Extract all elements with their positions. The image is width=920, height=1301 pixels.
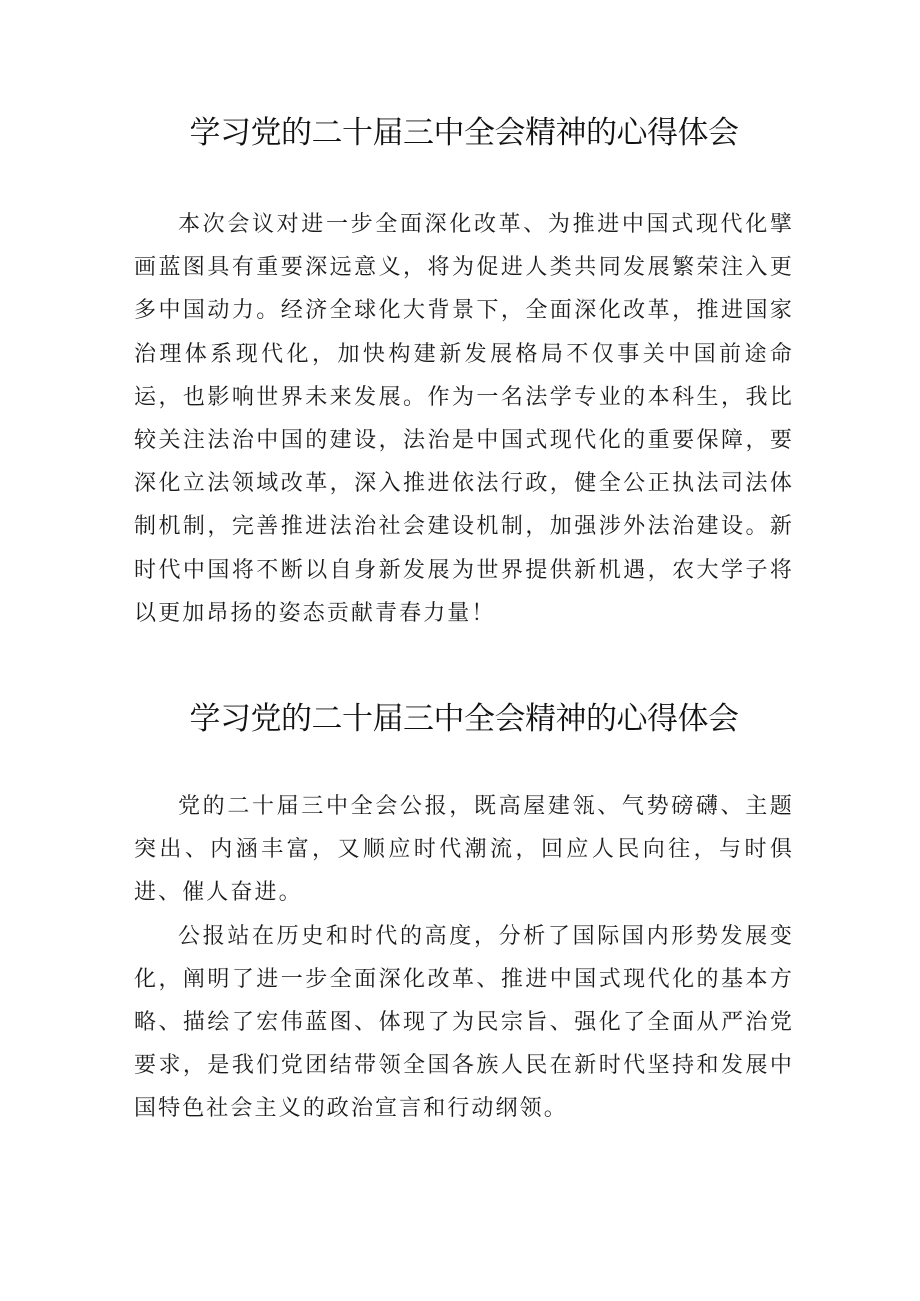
section-paragraph: 公报站在历史和时代的高度，分析了国际国内形势发展变化，阐明了进一步全面深化改革、推进中国式现代化的基本方略、描绘了宏伟蓝图、体现了为民宗旨、强化了全面从严治党要求，是我们党团结带领全国各族人民在新时代坚持和发展中国特色社会主义的政治宣言和行动纲领。	[134, 923, 794, 1122]
section-paragraph: 党的二十届三中全会公报，既高屋建瓴、气势磅礴、主题突出、内涵丰富，又顺应时代潮流，回应人民向往，与时俱进、催人奋进。	[134, 794, 794, 906]
section-paragraph: 本次会议对进一步全面深化改革、为推进中国式现代化擘画蓝图具有重要深远意义，将为促进人类共同发展繁荣注入更多中国动力。经济全球化大背景下，全面深化改革，推进国家治理体系现代化，加快构建新发展格局不仅事关中国前途命运，也影响世界未来发展。作为一名法学专业的本科生，我比较关注法治中国的建设，法治是中国式现代化的重要保障，要深化立法领域改革，深入推进依法行政，健全公正执法司法体制机制，完善推进法治社会建设机制，加强涉外法治建设。新时代中国将不断以自身新发展为世界提供新机遇，农大学子将以更加昂扬的姿态贡献青春力量！	[134, 212, 794, 626]
section-title: 学习党的二十届三中全会精神的心得体会	[189, 701, 739, 738]
section-title: 学习党的二十届三中全会精神的心得体会	[189, 115, 739, 151]
